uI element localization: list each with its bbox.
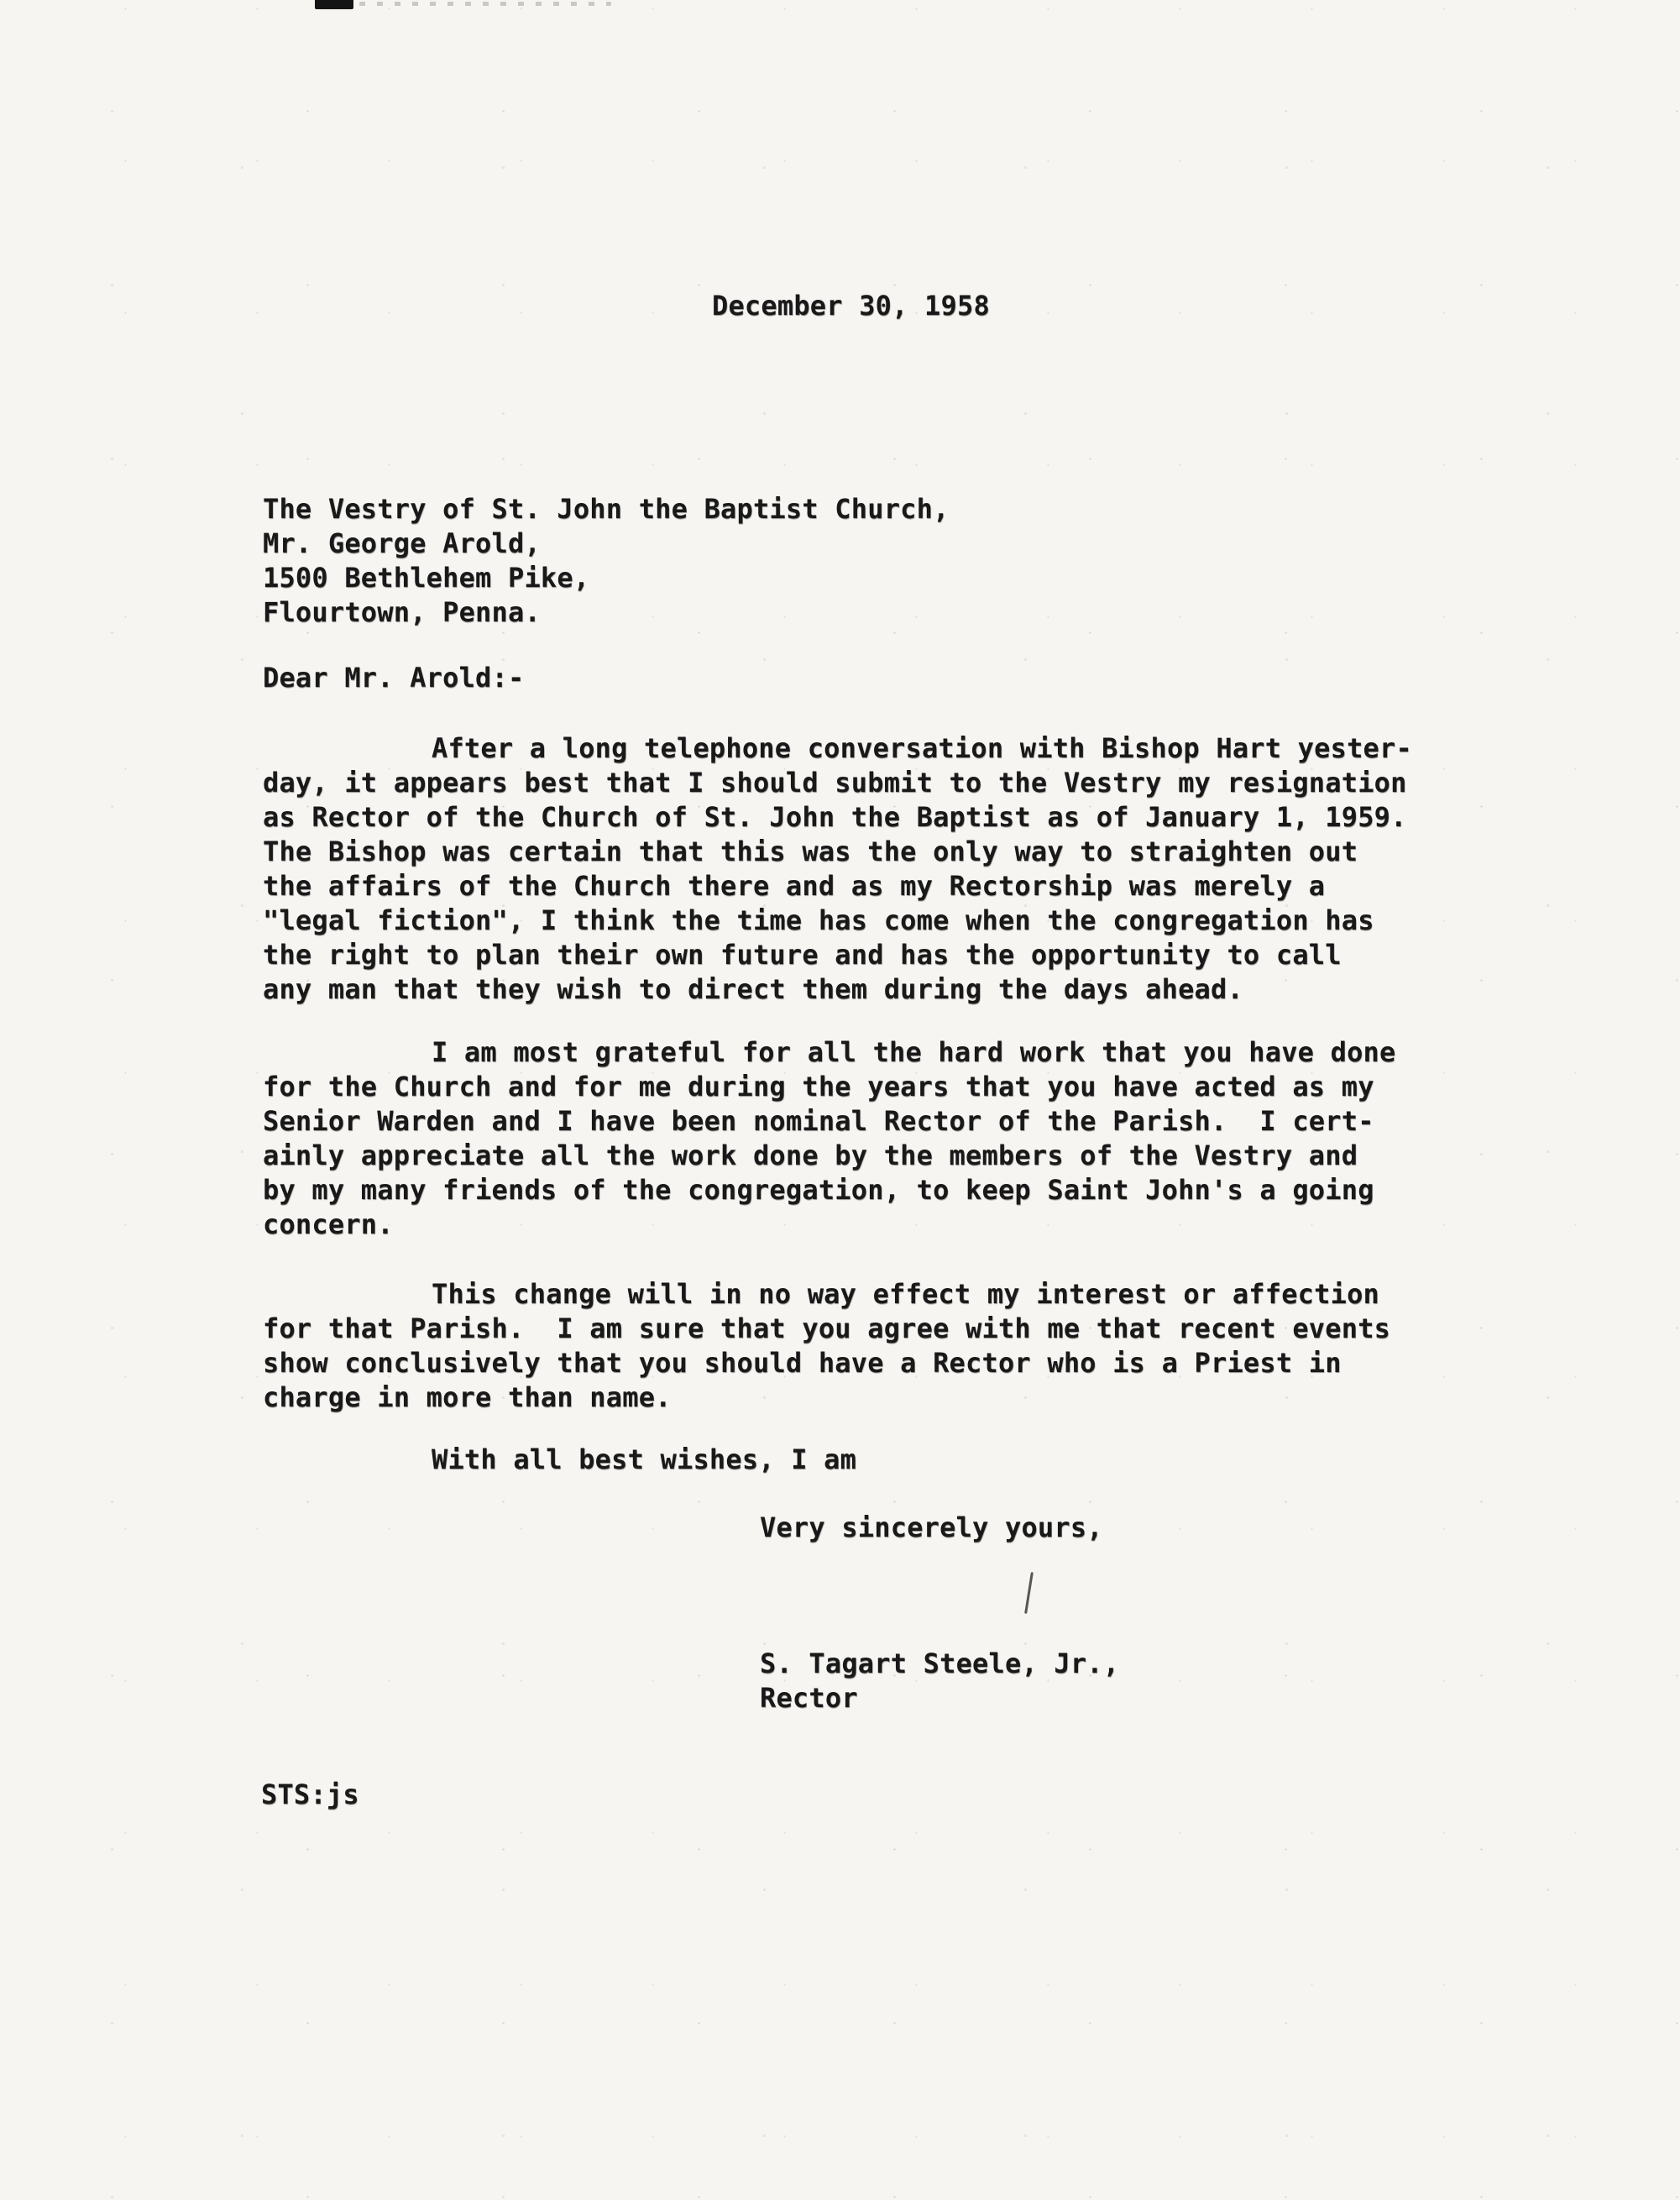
- paragraph-1-line: as Rector of the Church of St. John the Baptist as of January 1, 1959.: [263, 801, 1407, 833]
- signature-name: S. Tagart Steele, Jr.,: [760, 1647, 1120, 1679]
- scan-artifact-bar: [315, 0, 353, 9]
- paragraph-3-line: show conclusively that you should have a Rector who is a Priest in: [263, 1347, 1342, 1379]
- pre-closing: With all best wishes, I am: [432, 1443, 857, 1475]
- paragraph-1-line: the affairs of the Church there and as my Rectorship was merely a: [263, 870, 1326, 902]
- paragraph-2-line: I am most grateful for all the hard work that you have done: [432, 1036, 1396, 1068]
- address-line-4: Flourtown, Penna.: [263, 596, 541, 628]
- closing: Very sincerely yours,: [760, 1511, 1103, 1543]
- paragraph-1-line: the right to plan their own future and has the opportunity to call: [263, 939, 1342, 971]
- paragraph-1-line: The Bishop was certain that this was the only way to straighten out: [263, 835, 1358, 867]
- address-line-3: 1500 Bethlehem Pike,: [263, 562, 590, 594]
- body-paragraph-1: [263, 731, 1412, 1007]
- stray-pen-mark: [1024, 1572, 1034, 1614]
- paragraph-3-line: for that Parish. I am sure that you agree with me that recent events: [263, 1312, 1391, 1344]
- salutation: Dear Mr. Arold:-: [263, 662, 525, 694]
- typist-initials: STS:js: [261, 1778, 359, 1810]
- paragraph-3-line: charge in more than name.: [263, 1381, 672, 1413]
- paragraph-2-line: Senior Warden and I have been nominal Rector of the Parish. I cert-: [263, 1105, 1374, 1137]
- paragraph-2-line: ainly appreciate all the work done by the members of the Vestry and: [263, 1139, 1358, 1171]
- paragraph-2-line: by my many friends of the congregation, to keep Saint John's a going: [263, 1174, 1374, 1206]
- paragraph-2-line: concern.: [263, 1208, 394, 1240]
- scan-artifact-smudge: [359, 2, 611, 6]
- paragraph-1-line: any man that they wish to direct them during the days ahead.: [263, 973, 1243, 1005]
- paragraph-1-line: After a long telephone conversation with Bishop Hart yester-: [432, 732, 1412, 764]
- address-line-1: The Vestry of St. John the Baptist Church,: [263, 493, 950, 525]
- paragraph-2-line: for the Church and for me during the years that you have acted as my: [263, 1071, 1374, 1103]
- body-paragraph-3: [263, 1277, 1390, 1415]
- body-paragraph-2: [263, 1035, 1395, 1242]
- paragraph-1-line: "legal fiction", I think the time has come when the congregation has: [263, 904, 1374, 936]
- date-line: December 30, 1958: [712, 290, 990, 322]
- signature-block: [760, 1647, 1119, 1715]
- signature-title: Rector: [760, 1682, 858, 1714]
- paragraph-3-line: This change will in no way effect my interest or affection: [432, 1278, 1380, 1310]
- recipient-address: [263, 492, 950, 630]
- address-line-2: Mr. George Arold,: [263, 527, 541, 559]
- paragraph-1-line: day, it appears best that I should submit to the Vestry my resignation: [263, 767, 1407, 799]
